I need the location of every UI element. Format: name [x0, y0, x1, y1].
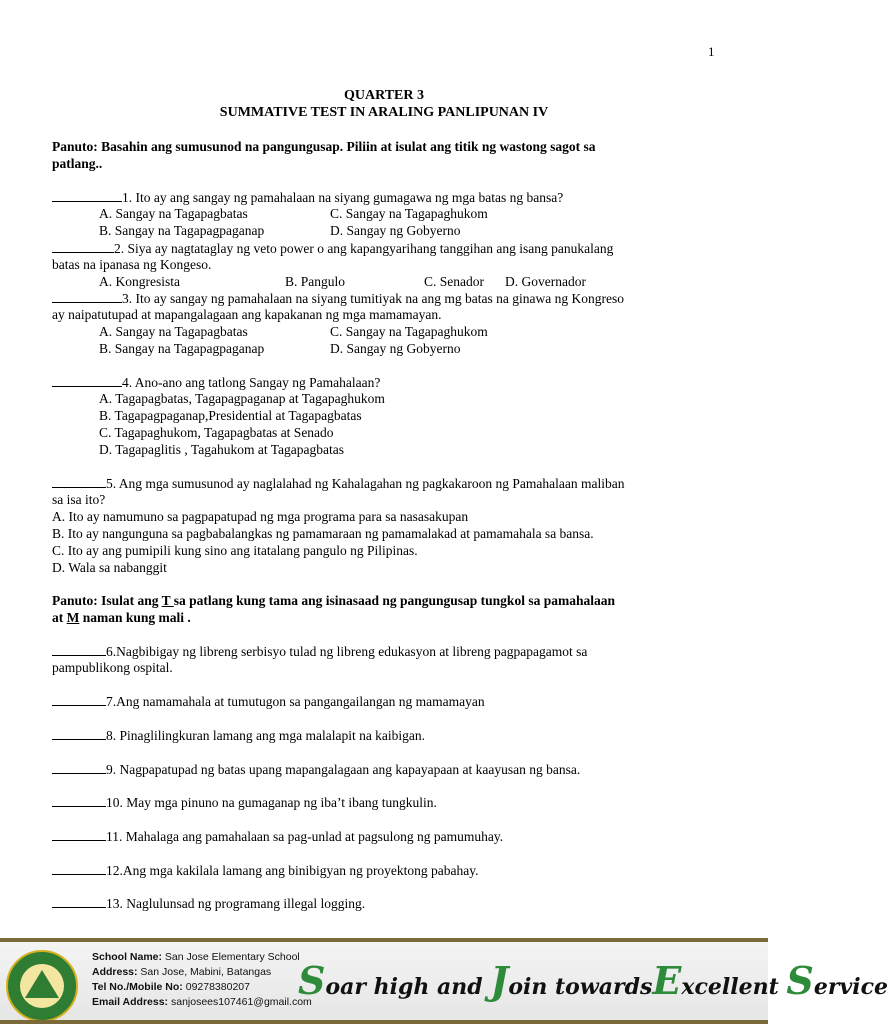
instruction-text: sa patlang kung tama ang isinasaad ng pangungusap tungkol sa pamahalaan	[173, 593, 615, 608]
option-d: D. Sangay ng Gobyerno	[330, 341, 461, 356]
instruction-1-line1: Panuto: Basahin ang sumusunod na pangungusap. Piliin at isulat ang titik ng wastong sagot sa	[52, 139, 596, 154]
true-marker: T	[161, 593, 174, 608]
address: San Jose, Mabini, Batangas	[137, 966, 272, 978]
tf-item	[52, 761, 580, 778]
tf-item	[52, 862, 479, 879]
option-c: C. Sangay na Tagapaghukom	[330, 206, 488, 221]
instruction-2-line2	[52, 610, 191, 626]
answer-blank[interactable]	[52, 761, 106, 774]
instruction-text: naman kung mali .	[79, 610, 191, 625]
instruction-text: Panuto: Isulat ang	[52, 593, 162, 608]
question-2	[52, 240, 613, 257]
option-d: D. Tagapaglitis , Tagahukom at Tagapagbatas	[99, 442, 344, 457]
tf-item	[52, 643, 587, 660]
footer-panel	[0, 942, 888, 1020]
option-a: A. Sangay na Tagapagbatas	[99, 324, 248, 339]
item-text: 8. Pinaglilingkuran lamang ang mga malalapit na kaibigan.	[106, 728, 426, 743]
option-d: D. Sangay ng Gobyerno	[330, 223, 461, 238]
school-name-label: School Name:	[92, 951, 163, 963]
answer-blank[interactable]	[52, 727, 106, 740]
answer-blank[interactable]	[52, 374, 122, 387]
motto-initial: J	[490, 958, 509, 1003]
question-3	[52, 290, 624, 307]
seal-emblem	[25, 970, 59, 998]
tel-label: Tel No./Mobile No:	[92, 981, 183, 993]
option-a: A. Sangay na Tagapagbatas	[99, 206, 248, 221]
question-text: 3. Ito ay sangay ng pamahalaan na siyang tumitiyak na ang mg batas na ginawa ng Kongreso	[122, 291, 624, 306]
school-info	[92, 950, 312, 1010]
question-text: 1. Ito ay ang sangay ng pamahalaan na siyang gumagawa ng mga batas ng bansa?	[122, 190, 564, 205]
tf-item	[52, 727, 425, 744]
question-4	[52, 374, 380, 391]
question-1	[52, 189, 563, 206]
email: sanjosees107461@gmail.com	[168, 996, 312, 1008]
question-text: 5. Ang mga sumusunod ay naglalahad ng Kahalagahan ng pagkakaroon ng Pamahalaan maliban	[106, 476, 625, 491]
answer-blank[interactable]	[52, 895, 106, 908]
question-5	[52, 475, 624, 492]
item-text: 13. Naglulunsad ng programang illegal logging.	[106, 896, 366, 911]
option-c: C. Tagapaghukom, Tagapagbatas at Senado	[99, 425, 334, 440]
quarter-title: QUARTER 3	[343, 88, 424, 103]
answer-blank[interactable]	[52, 643, 106, 656]
option-d: D. Wala sa nabanggit	[52, 560, 167, 575]
answer-blank[interactable]	[52, 794, 106, 807]
test-title: SUMMATIVE TEST IN ARALING PANLIPUNAN IV	[219, 105, 549, 120]
footer-bottom-rule	[0, 1020, 768, 1024]
motto-initial: S	[298, 958, 326, 1003]
option-c: C. Ito ay ang pumipili kung sino ang itatalang pangulo ng Pilipinas.	[52, 543, 418, 558]
motto-word: ervice	[813, 974, 888, 1000]
question-text: 4. Ano-ano ang tatlong Sangay ng Pamahalaan?	[122, 375, 381, 390]
address-label: Address:	[92, 966, 138, 978]
item-text: 6.Nagbibigay ng libreng serbisyo tulad ng libreng edukasyon at libreng pagpapagamot sa	[106, 644, 588, 659]
instruction-2-line1	[52, 593, 615, 609]
motto-initial: S	[786, 958, 814, 1003]
answer-blank[interactable]	[52, 240, 114, 253]
answer-blank[interactable]	[52, 189, 122, 202]
tel: 09278380207	[182, 981, 250, 993]
tel-row	[92, 980, 312, 995]
option-a: A. Tagapagbatas, Tagapagpaganap at Tagapaghukom	[99, 391, 385, 406]
instruction-text: at	[52, 610, 67, 625]
option-a: A. Ito ay namumuno sa pagpapatupad ng mga programa para sa nasasakupan	[52, 509, 469, 524]
tf-item	[52, 828, 503, 845]
question-3-cont: ay naipatutupad at mapangalagaan ang kapakanan ng mga mamamayan.	[52, 307, 442, 322]
item-text: 12.Ang mga kakilala lamang ang binibigyan ng proyektong pabahay.	[106, 863, 479, 878]
option-b: B. Pangulo	[285, 274, 346, 289]
false-marker: M	[66, 610, 80, 625]
answer-blank[interactable]	[52, 828, 106, 841]
option-a: A. Kongresista	[99, 274, 180, 289]
tf-item-cont: pampublikong ospital.	[52, 660, 173, 675]
tf-item	[52, 895, 365, 912]
school-seal-icon	[6, 950, 78, 1022]
question-text: 2. Siya ay nagtataglay ng veto power o ang kapangyarihang tanggihan ang isang panukalang	[114, 241, 614, 256]
question-2-cont: batas na ipanasa ng Kongeso.	[52, 257, 212, 272]
item-text: 10. May mga pinuno na gumaganap ng iba’t ibang tungkulin.	[106, 795, 437, 810]
motto-initial: E	[652, 958, 682, 1003]
school-name: San Jose Elementary School	[162, 951, 300, 963]
option-b: B. Sangay na Tagapagpaganap	[99, 341, 265, 356]
tf-item	[52, 693, 485, 710]
answer-blank[interactable]	[52, 693, 106, 706]
item-text: 7.Ang namamahala at tumutugon sa pangangailangan ng mamamayan	[106, 694, 485, 709]
email-label: Email Address:	[92, 996, 169, 1008]
tf-item	[52, 794, 437, 811]
question-5-cont: sa isa ito?	[52, 492, 106, 507]
item-text: 9. Nagpapatupad ng batas upang mapangalagaan ang kapayapaan at kaayusan ng bansa.	[106, 762, 581, 777]
email-row	[92, 995, 312, 1010]
address-row	[92, 965, 312, 980]
option-c: C. Sangay na Tagapaghukom	[330, 324, 488, 339]
page-number: 1	[708, 44, 715, 59]
school-footer	[0, 938, 888, 1024]
school-motto	[298, 958, 888, 1003]
answer-blank[interactable]	[52, 290, 122, 303]
option-b: B. Sangay na Tagapagpaganap	[99, 223, 265, 238]
instruction-1-line2: patlang..	[52, 156, 103, 171]
school-name-row	[92, 950, 312, 965]
motto-word: oar high and	[325, 974, 491, 1000]
item-text: 11. Mahalaga ang pamahalaan sa pag-unlad at pagsulong ng pamumuhay.	[106, 829, 504, 844]
option-d: D. Governador	[505, 274, 586, 289]
option-c: C. Senador	[424, 274, 484, 289]
answer-blank[interactable]	[52, 475, 106, 488]
motto-word: oin towards	[508, 974, 653, 1000]
option-b: B. Ito ay nangunguna sa pagbabalangkas ng pamamaraan ng pamamalakad at pamamahala sa bansa.	[52, 526, 594, 541]
answer-blank[interactable]	[52, 862, 106, 875]
option-b: B. Tagapagpaganap,Presidential at Tagapagbatas	[99, 408, 362, 423]
motto-word: xcellent	[681, 974, 787, 1000]
